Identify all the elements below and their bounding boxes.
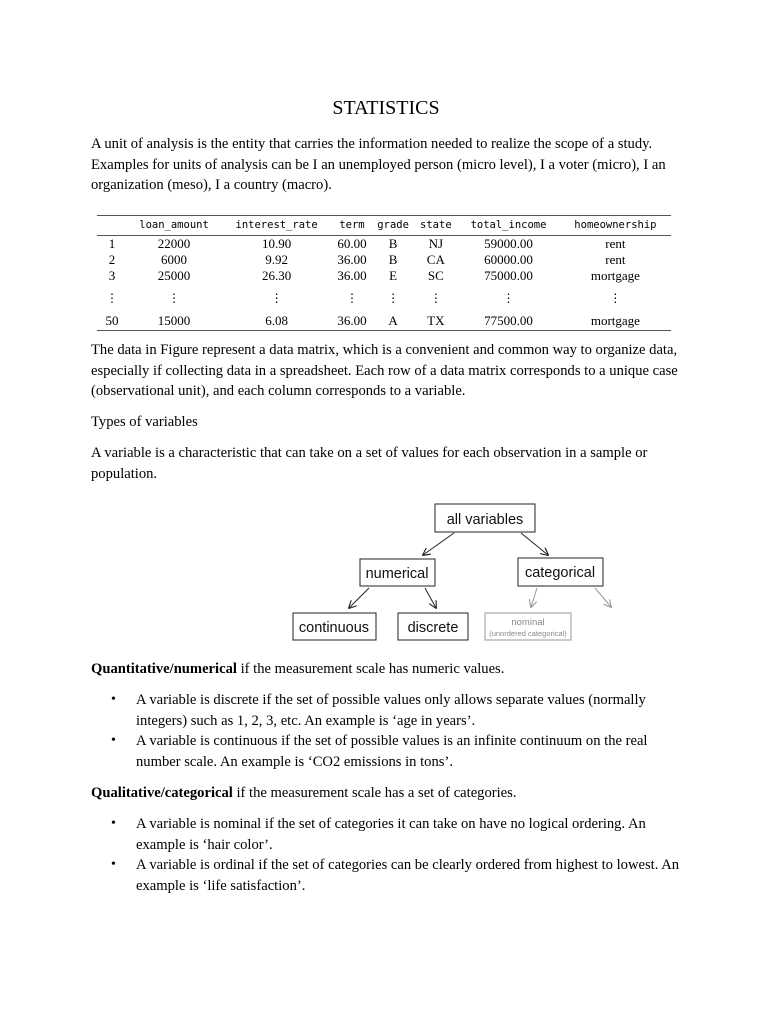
table-cell: 25000 (157, 268, 191, 283)
table-row (97, 236, 671, 253)
diagram-node-continuous (293, 613, 376, 640)
page-title: STATISTICS (332, 97, 440, 119)
table-cell: rent (605, 236, 626, 251)
table-header-cell: total_income (457, 216, 560, 236)
vertical-ellipsis: ⋮ (106, 290, 118, 305)
table-row (97, 252, 671, 268)
bullet-icon: • (111, 692, 116, 707)
diagram-label-categorical: categorical (524, 565, 596, 581)
table-row (97, 268, 671, 284)
diagram-label-discrete: discrete (407, 620, 459, 636)
variable-definition-paragraph: A variable is a characteristic that can take on a set of values for each observation in a sample or population. (91, 445, 648, 482)
qualitative-description: if the measurement scale has a set of categories. (232, 785, 517, 801)
vertical-ellipsis: ⋮ (345, 290, 358, 305)
table-cell: 60.00 (337, 236, 367, 251)
table-cell: SC (427, 268, 444, 283)
vertical-ellipsis: ⋮ (502, 290, 515, 305)
table-cell: 6.08 (221, 312, 332, 331)
table-header-row (97, 216, 671, 236)
table-cell: 9.92 (265, 252, 288, 267)
variable-types-diagram (201, 503, 596, 643)
vertical-ellipsis: ⋮ (609, 290, 622, 305)
table-cell: B (388, 252, 398, 267)
diagram-node-discrete (398, 613, 468, 640)
list-item (91, 855, 681, 896)
list-item-text: A variable is nominal if the set of categories it can take on have no logical ordering. An example is ‘hair color’. (136, 816, 646, 853)
vertical-ellipsis: ⋮ (387, 290, 400, 305)
table-row-number: 2 (108, 252, 116, 267)
table-cell: E (389, 268, 398, 283)
table-header-cell: loan_amount (127, 216, 221, 236)
table-cell: 36.00 (337, 252, 367, 267)
table-cell: 36.00 (332, 312, 372, 331)
table-row (97, 312, 671, 331)
diagram-arrow (423, 533, 454, 555)
table-cell: 15000 (127, 312, 221, 331)
diagram-label-all-variables: all variables (446, 512, 524, 528)
vertical-ellipsis: ⋮ (168, 290, 181, 305)
qualitative-bullet-list (91, 814, 681, 896)
diagram-label-nominal-sub: (unordered categorical) (489, 629, 567, 638)
table-header-cell: term (332, 216, 372, 236)
quantitative-description: if the measurement scale has numeric values. (236, 661, 505, 677)
list-item (91, 731, 681, 772)
list-item-text: A variable is continuous if the set of possible values is an infinite continuum on the real number scale. An example is ‘CO2 emissions in tons’. (136, 733, 648, 770)
diagram-arrow (349, 588, 369, 608)
table-row-number: 3 (108, 268, 116, 283)
list-item (91, 690, 681, 731)
diagram-arrow (531, 588, 537, 607)
table-cell: NJ (428, 236, 444, 251)
types-heading: Types of variables (91, 414, 198, 430)
quantitative-paragraph (91, 659, 681, 680)
table-cell: 6000 (161, 252, 188, 267)
table-cell: 36.00 (337, 268, 367, 283)
table-cell: 26.30 (261, 268, 292, 283)
table-cell: 22000 (157, 236, 191, 251)
table-row-number: 1 (108, 236, 116, 251)
diagram-node-all-variables (435, 504, 535, 532)
table-cell: mortgage (560, 312, 671, 331)
diagram-arrow (521, 533, 548, 555)
bullet-icon: • (111, 733, 116, 748)
list-item-text: A variable is discrete if the set of possible values only allows separate values (normally integers) such as 1, 2, 3, etc. An example is ‘age in years’. (136, 692, 646, 729)
table-cell: B (388, 236, 398, 251)
diagram-label-nominal: nominal (511, 617, 545, 628)
diagram-arrow (595, 588, 611, 607)
vertical-ellipsis: ⋮ (429, 290, 442, 305)
diagram-node-numerical (360, 559, 435, 586)
intro-paragraph: A unit of analysis is the entity that carries the information needed to realize the scope of a study. Examples for units of analysis can be I an unemployed person (micro level), I a voter (micro), I an organization (meso), I a country (macro). (91, 136, 666, 193)
table-cell: A (372, 312, 415, 331)
table-header-cell: homeownership (560, 216, 671, 236)
table-cell: 75000.00 (484, 268, 533, 283)
qualitative-paragraph (91, 783, 681, 804)
table-cell: 10.90 (261, 236, 292, 251)
table-cell: 60000.00 (484, 252, 533, 267)
table-header-rownum (97, 216, 127, 236)
table-row-number: 50 (97, 312, 127, 331)
table-ellipsis-row (97, 284, 671, 312)
matrix-paragraph: The data in Figure represent a data matrix, which is a convenient and common way to organize data, especially if collecting data in a spreadsheet. Each row of a data matrix corresponds to a unique case (observational unit), and each column corresponds to a variable. (91, 342, 678, 399)
list-item (91, 814, 681, 855)
table-header-cell: state (414, 216, 457, 236)
quantitative-bullet-list (91, 690, 681, 772)
table-cell: mortgage (590, 268, 640, 283)
bullet-icon: • (111, 816, 116, 831)
diagram-node-nominal (485, 613, 571, 640)
table-cell: rent (605, 252, 626, 267)
diagram-label-numerical: numerical (365, 566, 429, 582)
table-header-cell: grade (372, 216, 415, 236)
quantitative-term: Quantitative/numerical (91, 661, 237, 677)
table-cell: TX (414, 312, 457, 331)
table-cell: CA (426, 252, 445, 267)
table-cell: 77500.00 (457, 312, 560, 331)
data-matrix-table (97, 215, 671, 331)
table-header-cell: interest_rate (221, 216, 332, 236)
diagram-arrow (425, 588, 436, 608)
diagram-node-categorical (518, 558, 603, 586)
diagram-label-continuous: continuous (298, 620, 370, 636)
list-item-text: A variable is ordinal if the set of categories can be clearly ordered from highest to lowest. An example is ‘life satisfaction’. (136, 857, 680, 894)
table-cell: 59000.00 (484, 236, 533, 251)
bullet-icon: • (111, 857, 116, 872)
vertical-ellipsis: ⋮ (270, 290, 283, 305)
qualitative-term: Qualitative/categorical (91, 785, 233, 801)
